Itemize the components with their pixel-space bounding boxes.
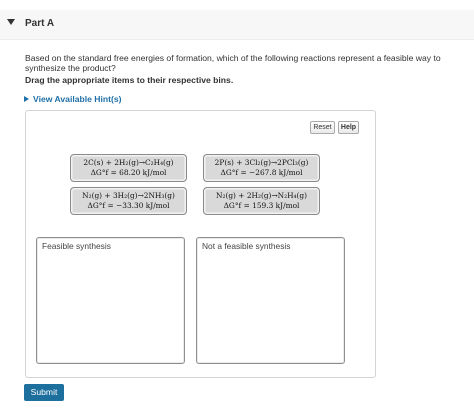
item-equation: 2C(s) + 2H₂(g)→C₂H₄(g) <box>83 158 174 167</box>
item-equation: 2P(s) + 3Cl₂(g)→2PCl₃(g) <box>214 158 309 167</box>
question-text: Based on the standard free energies of formation, which of the following reactions represent a feasible way to synthesize the product? <box>25 53 441 73</box>
item-equation: N₂(g) + 2H₂(g)→N₂H₄(g) <box>216 191 307 200</box>
part-header[interactable] <box>0 10 474 40</box>
help-button[interactable]: Help <box>338 121 359 134</box>
item-free-energy: ΔG°f = 68.20 kJ/mol <box>90 168 167 177</box>
part-title: Part A <box>25 18 55 29</box>
bin-feasible-synthesis[interactable] <box>36 237 185 364</box>
instruction-text: Drag the appropriate items to their respective bins. <box>25 75 234 85</box>
draggable-item-c2h4[interactable] <box>70 154 187 182</box>
draggable-item-nh3[interactable] <box>70 187 187 215</box>
reset-button[interactable]: Reset <box>310 121 335 134</box>
caret-down-icon[interactable] <box>7 19 15 25</box>
item-free-energy: ΔG°f = −267.8 kJ/mol <box>220 168 303 177</box>
bin-not-feasible-synthesis[interactable] <box>196 237 345 364</box>
item-free-energy: ΔG°f = 159.3 kJ/mol <box>223 201 300 210</box>
view-hints-label: View Available Hint(s) <box>33 94 122 104</box>
view-hints-link[interactable] <box>24 94 122 104</box>
submit-button[interactable]: Submit <box>24 384 64 401</box>
bin-label: Not a feasible synthesis <box>202 241 291 251</box>
bin-label: Feasible synthesis <box>42 241 111 251</box>
item-free-energy: ΔG°f = −33.30 kJ/mol <box>87 201 170 210</box>
drag-drop-workspace <box>25 110 376 378</box>
caret-right-icon <box>24 96 29 102</box>
draggable-item-n2h4[interactable] <box>203 187 320 215</box>
draggable-item-pcl3[interactable] <box>203 154 320 182</box>
item-equation: N₂(g) + 3H₂(g)→2NH₃(g) <box>82 191 175 200</box>
